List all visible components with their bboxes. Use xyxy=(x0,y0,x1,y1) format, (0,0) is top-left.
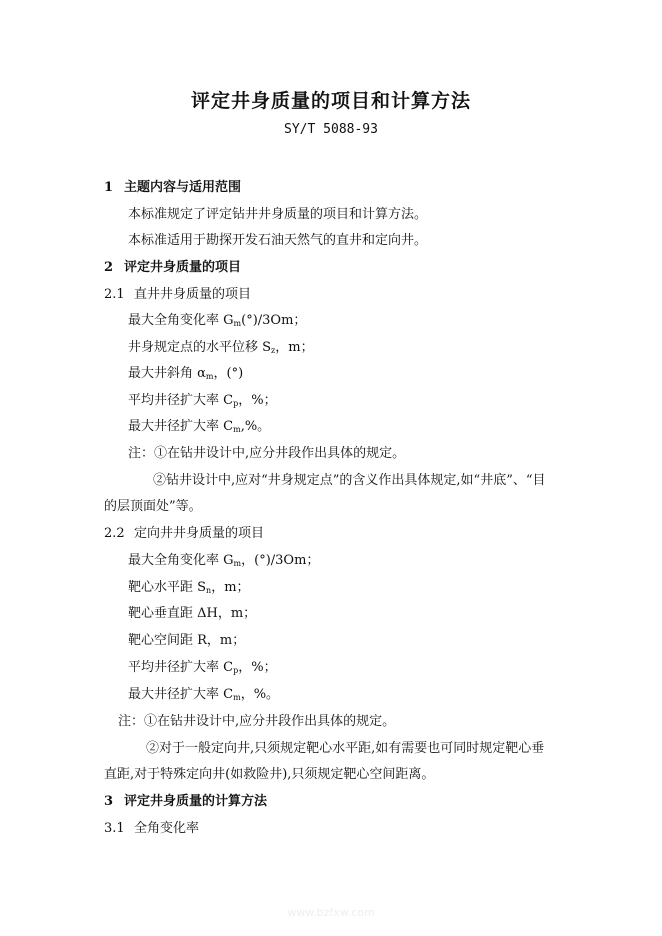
item-text: 平均井径扩大率 C xyxy=(128,393,234,408)
section-2-heading xyxy=(104,260,241,276)
list-item xyxy=(128,366,243,385)
subsection-title: 直井井身质量的项目 xyxy=(134,287,252,302)
item-text: 最大全角变化率 G xyxy=(128,313,234,328)
subsection-title: 定向井井身质量的项目 xyxy=(134,526,265,541)
section-title: 评定井身质量的计算方法 xyxy=(124,794,268,809)
item-text: 靶心水平距 S xyxy=(128,580,207,595)
note-continuation: 的层顶面处”等。 xyxy=(104,499,202,514)
section-title: 主题内容与适用范围 xyxy=(124,180,242,195)
item-unit: ，(°) xyxy=(213,366,244,381)
section-number: 3 xyxy=(104,794,114,809)
item-unit: ，%； xyxy=(238,660,277,675)
item-subscript: m xyxy=(205,372,214,381)
item-text: 最大井斜角 α xyxy=(128,366,206,381)
subsection-3-1-heading xyxy=(104,821,199,837)
subsection-number: 2.1 xyxy=(104,287,125,302)
item-subscript: p xyxy=(233,666,239,675)
subsection-2-1-heading xyxy=(104,287,251,303)
subsection-number: 2.2 xyxy=(104,526,125,541)
list-item xyxy=(128,419,270,438)
item-text: 最大井径扩大率 C xyxy=(128,687,234,702)
section-3-heading xyxy=(104,794,267,810)
watermark: www.bzfxw.com xyxy=(287,906,375,919)
section-number: 1 xyxy=(104,180,114,195)
item-unit: ,%。 xyxy=(240,419,271,434)
item-text: 最大井径扩大率 C xyxy=(128,419,234,434)
subsection-title: 全角变化率 xyxy=(134,821,200,836)
note: ②对于一般定向井,只须规定靶心水平距,如有需要也可同时规定靶心垂 xyxy=(146,741,545,756)
item-subscript: n xyxy=(206,586,212,595)
section-1-heading xyxy=(104,180,241,196)
standard-number: SY/T 5088-93 xyxy=(284,122,378,137)
paragraph: 本标准适用于勘探开发石油天然气的直井和定向井。 xyxy=(128,233,428,248)
item-unit: (°)/3Om； xyxy=(241,313,307,328)
list-item xyxy=(128,340,314,359)
list-item xyxy=(128,580,250,599)
item-text: 最大全角变化率 G xyxy=(128,553,234,568)
note: 注：①在钻井设计中,应分井段作出具体的规定。 xyxy=(128,446,406,461)
list-item: 靶心垂直距 ΔH，m； xyxy=(128,606,257,621)
subsection-2-2-heading xyxy=(104,526,264,542)
item-subscript: m xyxy=(233,425,241,434)
section-title: 评定井身质量的项目 xyxy=(124,260,242,275)
list-item xyxy=(128,553,319,572)
item-unit: ，%。 xyxy=(240,687,280,702)
item-subscript: p xyxy=(233,399,239,408)
list-item xyxy=(128,393,277,412)
item-unit: ，%； xyxy=(238,393,277,408)
item-text: 井身规定点的水平位移 S xyxy=(128,340,272,355)
list-item xyxy=(128,687,279,706)
paragraph: 本标准规定了评定钻井井身质量的项目和计算方法。 xyxy=(128,207,428,222)
note: ②钻井设计中,应对“井身规定点”的含义作出具体规定,如“井底”、“目 xyxy=(153,473,546,488)
note: 注：①在钻井设计中,应分井段作出具体的规定。 xyxy=(118,714,396,729)
item-subscript: z xyxy=(271,346,276,355)
list-item xyxy=(128,313,306,332)
item-text: 平均井径扩大率 C xyxy=(128,660,234,675)
note-continuation: 直距,对于特殊定向井(如救险井),只须规定靶心空间距离。 xyxy=(104,767,435,782)
document-title: 评定井身质量的项目和计算方法 xyxy=(190,90,471,112)
item-unit: ，m； xyxy=(275,340,314,355)
item-unit: ，(°)/3Om； xyxy=(241,553,320,568)
subsection-number: 3.1 xyxy=(104,821,125,836)
list-item xyxy=(128,660,277,679)
section-number: 2 xyxy=(104,260,114,275)
item-subscript: m xyxy=(233,319,242,328)
item-unit: ，m； xyxy=(211,580,250,595)
list-item: 靶心空间距 R，m； xyxy=(128,633,246,648)
item-subscript: m xyxy=(233,693,241,702)
item-subscript: m xyxy=(233,559,242,568)
